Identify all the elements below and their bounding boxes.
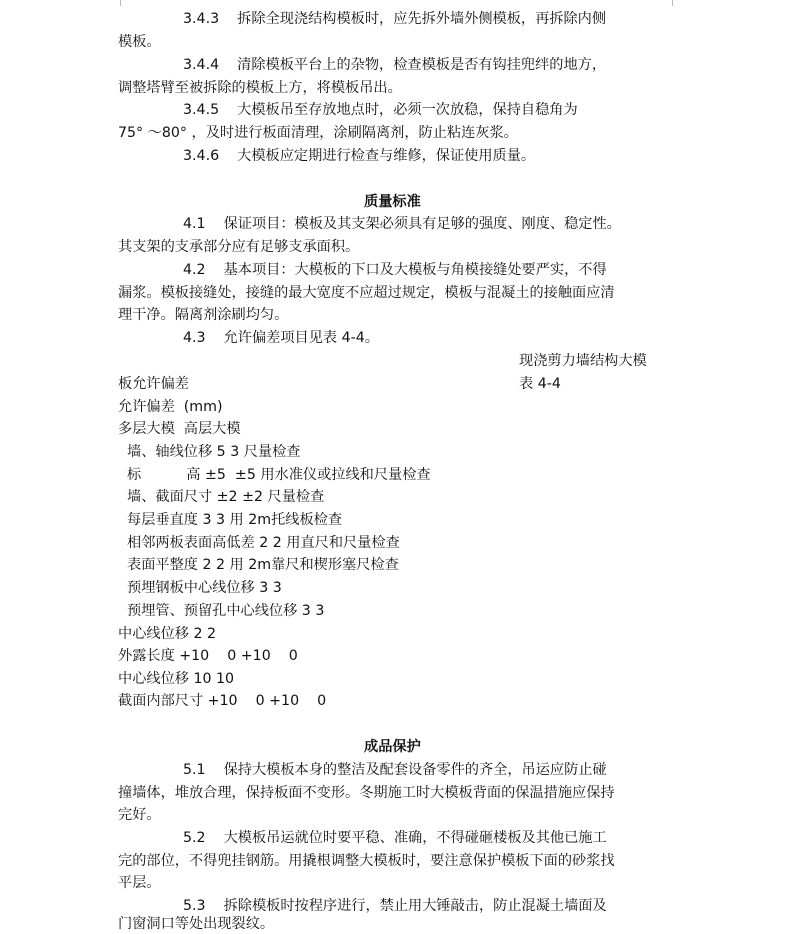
paragraph-line: 4.2 基本项目：大模板的下口及大模板与角模接缝处要严实，不得 <box>183 262 607 278</box>
section-heading: 成品保护 <box>364 739 421 755</box>
paragraph-line: 3.4.6 大模板应定期进行检查与维修，保证使用质量。 <box>183 148 536 164</box>
paragraph-line: 5.2 大模板吊运就位时要平稳、准确，不得碰砸楼板及其他已施工 <box>183 830 607 846</box>
paragraph-line: 漏浆。模板接缝处，接缝的最大宽度不应超过规定，模板与混凝土的接触面应清 <box>118 285 615 301</box>
paragraph-line: 其支架的支承部分应有足够支承面积。 <box>118 239 360 255</box>
section-heading: 质量标准 <box>364 194 421 210</box>
paragraph-line: 门窗洞口等处出现裂纹。 <box>118 916 275 932</box>
table-row: 预埋钢板中心线位移 3 3 <box>118 580 282 596</box>
table-row: 相邻两板表面高低差 2 2 用直尺和尺量检查 <box>118 535 400 551</box>
table-row: 墙、截面尺寸 ±2 ±2 尺量检查 <box>118 489 325 505</box>
paragraph-line: 模板。 <box>118 34 161 50</box>
table-title-continued: 板允许偏差 <box>118 376 189 392</box>
paragraph-line: 4.3 允许偏差项目见表 4-4。 <box>183 330 379 346</box>
table-row: 标 高 ±5 ±5 用水准仪或拉线和尺量检查 <box>118 467 431 483</box>
paragraph-line: 完的部位，不得兜挂钢筋。用撬根调整大模板时，要注意保护模板下面的砂浆找 <box>118 853 615 869</box>
table-row: 中心线位移 10 10 <box>118 671 235 687</box>
table-row: 允许偏差 (mm) <box>118 399 223 415</box>
paragraph-line: 撞墙体，堆放合理，保持板面不变形。冬期施工时大模板背面的保温措施应保持 <box>118 785 615 801</box>
paragraph-line: 5.3 拆除模板时按程序进行，禁止用大锤敲击，防止混凝土墙面及 <box>183 898 607 914</box>
table-row: 外露长度 +10 0 +10 0 <box>118 648 298 664</box>
paragraph-line: 75° ～80° ，及时进行板面清理，涂刷隔离剂，防止粘连灰浆。 <box>118 125 518 141</box>
paragraph-line: 4.1 保证项目：模板及其支架必须具有足够的强度、刚度、稳定性。 <box>183 216 621 232</box>
table-row: 多层大模 高层大模 <box>118 421 241 437</box>
paragraph-line: 理干净。隔离剂涂刷均匀。 <box>118 307 289 323</box>
paragraph-line: 完好。 <box>118 807 161 823</box>
table-title: 现浇剪力墙结构大模 <box>519 353 647 369</box>
table-number: 表 4-4 <box>519 376 561 392</box>
table-row: 墙、轴线位移 5 3 尺量检查 <box>118 444 301 460</box>
paragraph-line: 调整塔臂至被拆除的模板上方，将模板吊出。 <box>118 80 402 96</box>
paragraph-line: 5.1 保持大模板本身的整洁及配套设备零件的齐全，吊运应防止碰 <box>183 762 607 778</box>
table-row: 每层垂直度 3 3 用 2m托线板检查 <box>118 512 343 528</box>
paragraph-line: 3.4.5 大模板吊至存放地点时，必须一次放稳，保持自稳角为 <box>183 102 578 118</box>
paragraph-line: 3.4.3 拆除全现浇结构模板时，应先拆外墙外侧模板，再拆除内侧 <box>183 11 607 27</box>
table-row: 表面平整度 2 2 用 2m靠尺和楔形塞尺检查 <box>118 557 399 573</box>
table-row: 预埋管、预留孔中心线位移 3 3 <box>118 603 325 619</box>
table-row: 中心线位移 2 2 <box>118 626 217 642</box>
table-row: 截面内部尺寸 +10 0 +10 0 <box>118 693 327 709</box>
paragraph-line: 平层。 <box>118 875 161 891</box>
margin-mark-right <box>672 0 673 6</box>
margin-mark-left <box>120 0 121 6</box>
paragraph-line: 3.4.4 清除模板平台上的杂物，检查模板是否有钩挂兜绊的地方， <box>183 57 607 73</box>
